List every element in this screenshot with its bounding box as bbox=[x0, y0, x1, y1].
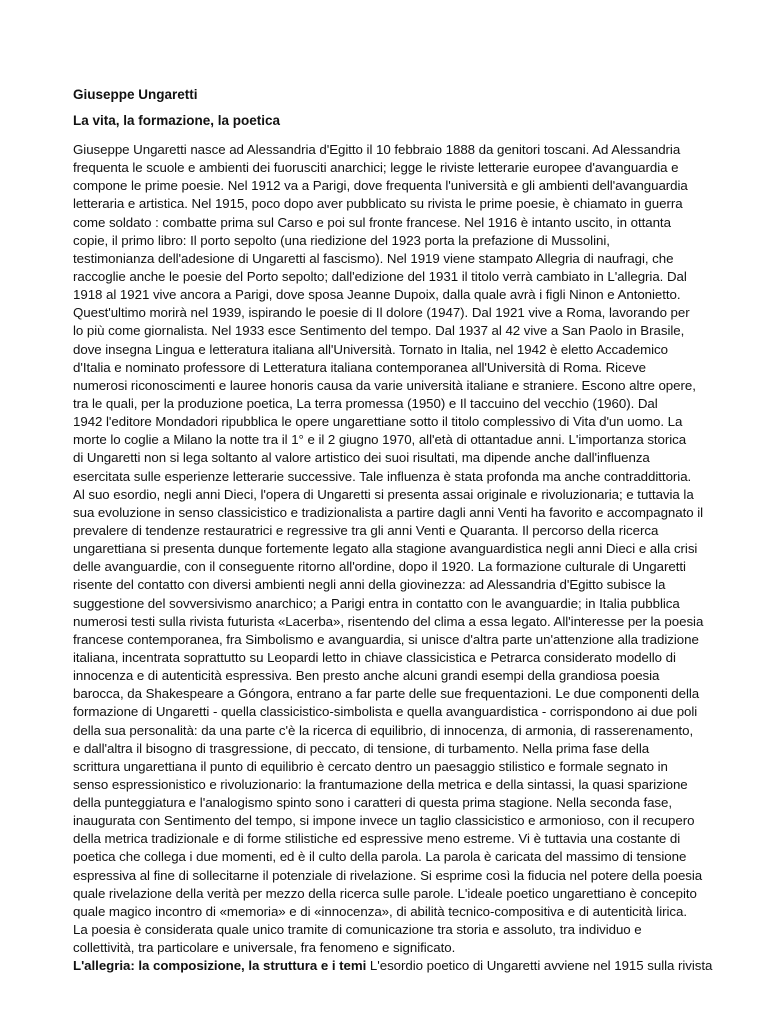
text-line: copie, il primo libro: Il porto sepolto (una riedizione del 1923 porta la prefazione di Mussolini, bbox=[73, 232, 610, 248]
text-line: raccoglie anche le poesie del Porto sepolto; dall'edizione del 1931 il titolo verrà cambiato in L'allegria. Dal bbox=[73, 268, 687, 284]
text-line: risente del contatto con diversi ambienti negli anni della giovinezza: ad Alessandria d'Egitto subisce la bbox=[73, 577, 666, 593]
text-line: espressiva al fine di sollecitarne il potenziale di rivelazione. Si esprime così la fiducia nel potere della poesia bbox=[73, 867, 703, 883]
text-line: formazione di Ungaretti - quella classicistico-simbolista e quella avanguardistica - corrispondono ai due poli bbox=[73, 704, 698, 720]
text-line: numerosi testi sulla rivista futurista «Lacerba», risentendo del clima a essa legato. All'interesse per la poesia bbox=[73, 613, 704, 629]
text-line: numerosi riconoscimenti e lauree honoris causa da varie università italiane e straniere. Escono altre opere, bbox=[73, 377, 696, 393]
text-line: della punteggiatura e l'analogismo spinto sono i caratteri di questa prima stagione. Nella seconda fase, bbox=[73, 795, 673, 811]
text-line: Giuseppe Ungaretti nasce ad Alessandria d'Egitto il 10 febbraio 1888 da genitori toscani. Ad Alessandria bbox=[73, 142, 681, 157]
text-line: italiana, incentrata soprattutto su Leopardi letto in chiave classicistica e Petrarca considerato modello di bbox=[73, 649, 676, 665]
text-line: della metrica tradizionale e di forme stilistiche ed espressive meno estreme. Vi è tuttavia una costante di bbox=[73, 831, 681, 847]
text-line: dove insegna Lingua e letteratura italiana all'Università. Tornato in Italia, nel 1942 è eletto Accademico bbox=[73, 341, 668, 357]
subsection-heading: L'allegria: la composizione, la struttura e i temi bbox=[73, 958, 367, 974]
text-line: 1942 l'editore Mondadori ripubblica le opere ungarettiane sotto il titolo complessivo di Vita d'un uomo. La bbox=[73, 414, 683, 430]
text-line: di Ungaretti non si lega soltanto al valore artistico dei suoi risultati, ma dipende anche dall'influenza bbox=[73, 450, 650, 466]
text-line: poetica che collega i due momenti, ed è il culto della parola. La parola è caricata del massimo di tensione bbox=[73, 849, 687, 865]
text-line bbox=[73, 957, 713, 975]
text-line: senso espressionistico e rivoluzionario: la frantumazione della metrica e della sintassi, la quasi sparizione bbox=[73, 776, 688, 792]
text-line: tra le quali, per la produzione poetica, La terra promessa (1950) e Il taccuino del vecchio (1960). Dal bbox=[73, 395, 658, 411]
text-line: prevalere di tendenze restauratrici e regressive tra gli anni Venti e Quaranta. Il percorso della ricerca bbox=[73, 522, 659, 538]
text-line: quale magico incontro di «memoria» e di «innocenza», di abilità tecnico-compositiva e di autenticità lirica. bbox=[73, 903, 687, 919]
text-line: Quest'ultimo morirà nel 1939, ispirando le poesie di Il dolore (1947). Dal 1921 vive a Roma, lavorando per bbox=[73, 305, 690, 321]
text-line: sua evoluzione in senso classicistico e tradizionalista a partire dagli anni Venti ha favorito e accompagnato il bbox=[73, 504, 704, 520]
text-line: esercitata sulle esperienze letterarie successive. Tale influenza è stata profonda ma anche contraddittoria. bbox=[73, 468, 692, 484]
text-line: morte lo coglie a Milano la notte tra il 1° e il 2 giugno 1970, all'età di ottantadue anni. L'importanza storica bbox=[73, 432, 687, 448]
text-line: inaugurata con Sentimento del tempo, si impone invece un taglio classicistico e armonioso, con il recupero bbox=[73, 813, 695, 829]
text-line: innocenza e di autenticità espressiva. Ben presto anche alcuni grandi esempi della grandiosa poesia bbox=[73, 668, 660, 684]
text-line: e dall'altra il bisogno di trasgressione, di peccato, di tensione, di turbamento. Nella prima fase della bbox=[73, 740, 650, 756]
text-line: ungarettiana si presenta dunque fortemente legato alla stagione avanguardistica negli anni Dieci e alla crisi bbox=[73, 541, 698, 557]
section-heading: La vita, la formazione, la poetica bbox=[73, 113, 281, 128]
text-line: suggestione del sovversivismo anarchico; a Parigi entra in contatto con le avanguardie; in Italia pubblica bbox=[73, 595, 680, 611]
text-line: francese contemporanea, fra Simbolismo e avanguardia, si unisce d'altra parte un'attenzione alla tradizione bbox=[73, 631, 699, 647]
text-line: scrittura ungarettiana il punto di equilibrio è cercato dentro un paesaggio stilistico e formale segnato in bbox=[73, 758, 668, 774]
text-line: quale rivelazione della verità per mezzo della ricerca sulle parole. L'ideale poetico ungarettiano è concepito bbox=[73, 885, 697, 901]
text-line: 1918 al 1921 vive ancora a Parigi, dove sposa Jeanne Dupoix, dalla quale avrà i figli Ninon e Antonietto. bbox=[73, 287, 681, 303]
text-line: letteraria e artistica. Nel 1915, poco dopo aver pubblicato su rivista le prime poesie, è chiamato in guerra bbox=[73, 196, 683, 212]
text-line: come soldato : combatte prima sul Carso e poi sul fronte francese. Nel 1916 è intanto uscito, in ottanta bbox=[73, 214, 671, 230]
body-text bbox=[73, 141, 713, 975]
text-line: Al suo esordio, negli anni Dieci, l'opera di Ungaretti si presenta assai originale e rivoluzionaria; e tuttavia la bbox=[73, 486, 694, 502]
document-title: Giuseppe Ungaretti bbox=[73, 87, 198, 102]
text-line: d'Italia e nominato professore di Letteratura italiana contemporanea all'Università di Roma. Riceve bbox=[73, 359, 646, 375]
text-line: La poesia è considerata quale unico tramite di comunicazione tra storia e assoluto, tra individuo e bbox=[73, 922, 642, 938]
text-span: L'esordio poetico di Ungaretti avviene nel 1915 sulla rivista bbox=[366, 958, 713, 974]
text-line: frequenta le scuole e ambienti dei fuorusciti anarchici; legge le riviste letterarie europee d'avanguardia e bbox=[73, 160, 679, 176]
text-line: delle avanguardie, con il conseguente ritorno all'ordine, dopo il 1920. La formazione culturale di Ungaretti bbox=[73, 559, 686, 575]
text-line: compone le prime poesie. Nel 1912 va a Parigi, dove frequenta l'università e gli ambienti dell'avanguardia bbox=[73, 178, 688, 194]
text-line: barocca, da Shakespeare a Góngora, entrano a far parte delle sue frequentazioni. Le due componenti della bbox=[73, 686, 700, 702]
text-line: collettività, tra particolare e universale, fra fenomeno e significato. bbox=[73, 940, 456, 956]
text-line: testimonianza dell'adesione di Ungaretti al fascismo). Nel 1919 viene stampato Allegria di naufragi, che bbox=[73, 250, 674, 266]
text-line: della sua personalità: da una parte c'è la ricerca di equilibrio, di innocenza, di armonia, di rasserenamento, bbox=[73, 722, 694, 738]
text-line: lo più come giornalista. Nel 1933 esce Sentimento del tempo. Dal 1937 al 42 vive a San Paolo in Brasile, bbox=[73, 323, 685, 339]
